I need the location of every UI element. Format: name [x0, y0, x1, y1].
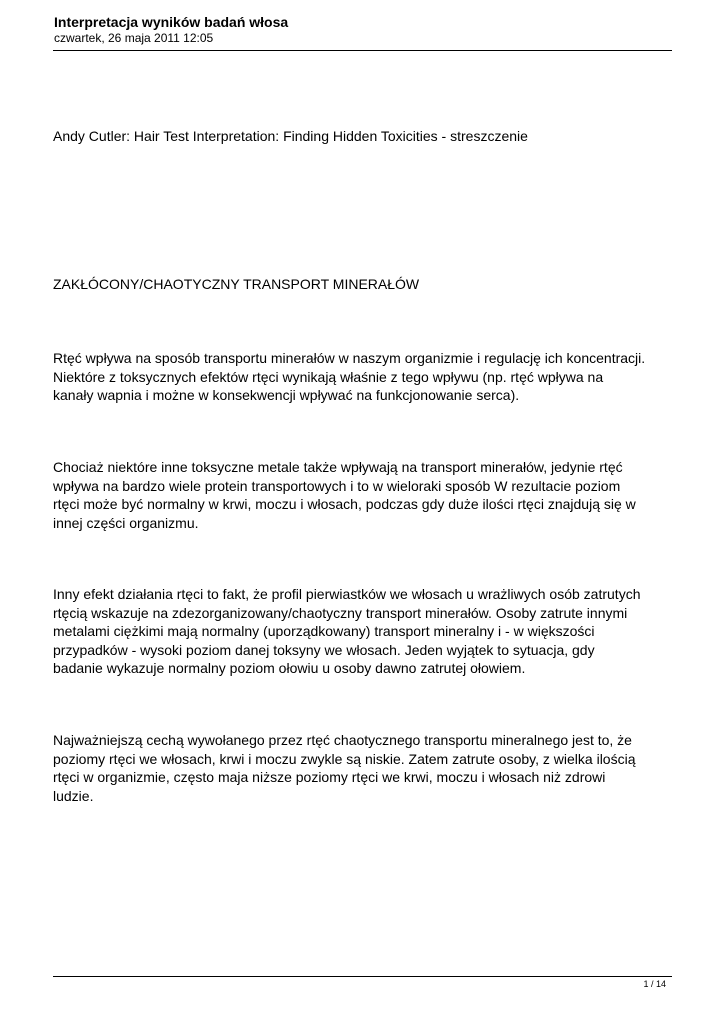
page-number: 1 / 14: [643, 979, 666, 989]
section-heading: ZAKŁÓCONY/CHAOTYCZNY TRANSPORT MINERAŁÓW: [53, 276, 420, 292]
paragraph: Najważniejszą cechą wywołanego przez rtęć chaotycznego transportu mineralnego jest to, że poziomy rtęci we włosach, krwi i moczu zwykle są niskie. Zatem zatrute osoby, z wielka ilością rtęci w organizmie, często maja niższe poziomy rtęci we krwi, moczu i włosach niż zdrowi ludzie.: [53, 732, 636, 804]
header-divider: [53, 50, 672, 51]
article-heading: Andy Cutler: Hair Test Interpretation: Finding Hidden Toxicities - streszczenie: [53, 128, 528, 144]
document-title: Interpretacja wyników badań włosa: [54, 14, 289, 30]
footer-divider: [53, 976, 672, 977]
paragraph: Chociaż niektóre inne toksyczne metale także wpływają na transport minerałów, jedynie rtęć wpływa na bardzo wiele protein transportowych i to w wieloraki sposób W rezultacie poziom rtęci może być normalny w krwi, moczu i włosach, podczas gdy duże ilości rtęci znajdują się w innej części organizmu.: [53, 459, 636, 531]
paragraph: Rtęć wpływa na sposób transportu minerałów w naszym organizmie i regulację ich koncentracji. Niektóre z toksycznych efektów rtęci wynikają właśnie z tego wpływu (np. rtęć wpływa na kanały wapnia i możne w konsekwencji wpływać na funkcjonowanie serca).: [53, 350, 646, 403]
document-date: czwartek, 26 maja 2011 12:05: [54, 31, 214, 45]
paragraph: Inny efekt działania rtęci to fakt, że profil pierwiastków we włosach u wrażliwych osób zatrutych rtęcią wskazuje na zdezorganizowany/chaotyczny transport minerałów. Osoby zatrute innymi metalami ciężkimi mają normalny (uporządkowany) transport mineralny i - w większości przypadków - wysoki poziom danej toksyny we włosach. Jeden wyjątek to sytuacja, gdy badanie wykazuje normalny poziom ołowiu u osoby dawno zatrutej ołowiem.: [53, 586, 641, 676]
document-header: [54, 14, 672, 46]
